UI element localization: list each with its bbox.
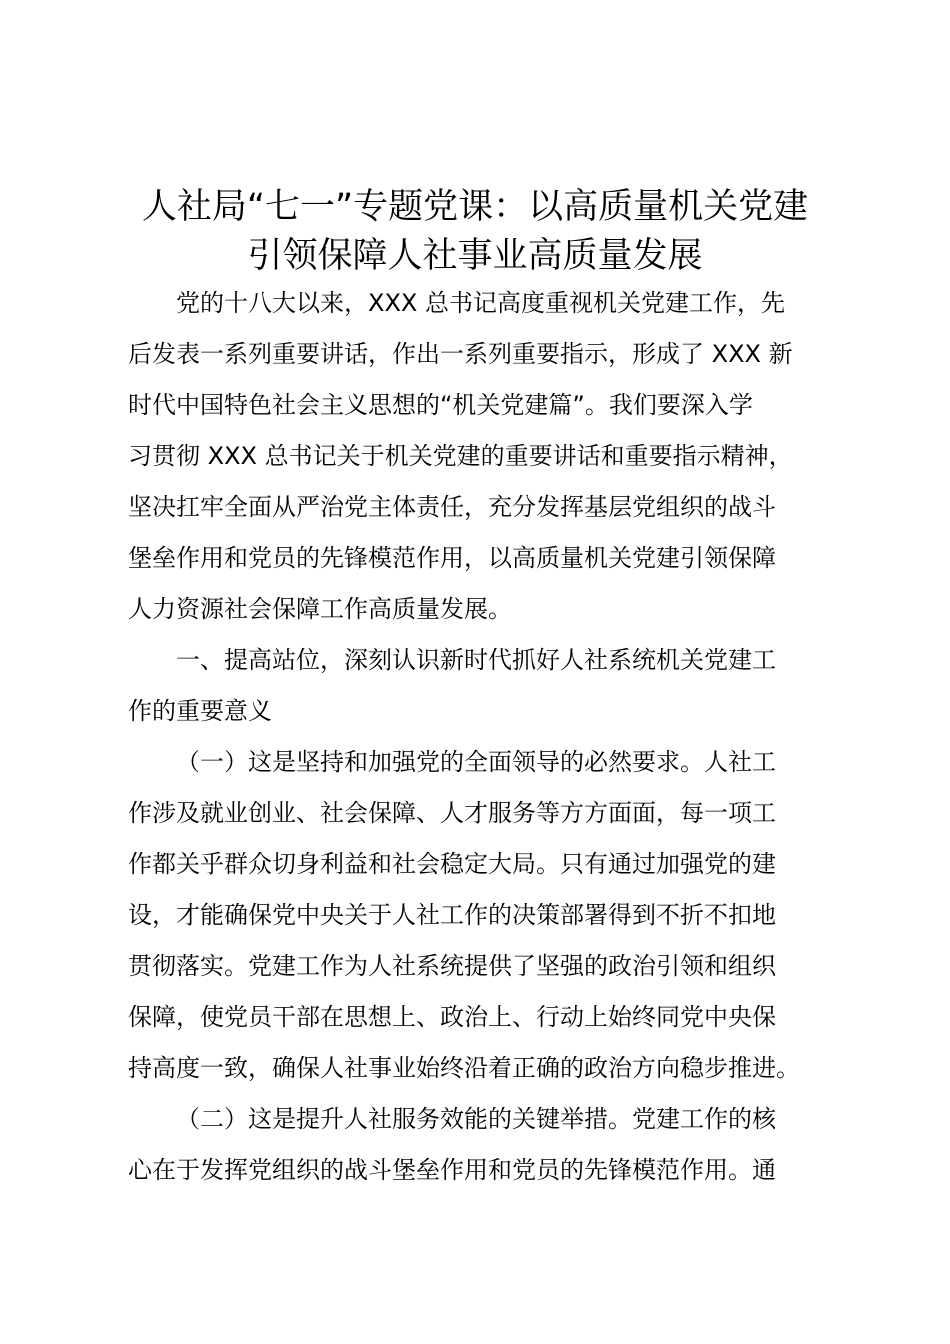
document-title-line-1: 人社局“七一”专题党课：以高质量机关党建 bbox=[141, 187, 809, 227]
body-text-line: 保障，使党员干部在思想上、政治上、行动上始终同党中央保 bbox=[128, 1003, 776, 1031]
body-text-line: 持高度一致，确保人社事业始终沿着正确的政治方向稳步推进。 bbox=[128, 1054, 800, 1082]
body-text-line: 作都关乎群众切身利益和社会稳定大局。只有通过加强党的建 bbox=[128, 850, 776, 878]
body-text-line: （一）这是坚持和加强党的全面领导的必然要求。人社工 bbox=[176, 748, 776, 776]
body-text-line: 习贯彻 XXX 总书记关于机关党建的重要讲话和重要指示精神， bbox=[128, 442, 793, 470]
body-text-line: 心在于发挥党组织的战斗堡垒作用和党员的先锋模范作用。通 bbox=[128, 1156, 776, 1184]
body-text-line: 一、提高站位，深刻认识新时代抓好人社系统机关党建工 bbox=[176, 646, 776, 674]
body-text-line: 贯彻落实。党建工作为人社系统提供了坚强的政治引领和组织 bbox=[128, 952, 776, 980]
body-text-line: 党的十八大以来，XXX 总书记高度重视机关党建工作，先 bbox=[176, 289, 785, 317]
body-text-line: 堡垒作用和党员的先锋模范作用，以高质量机关党建引领保障 bbox=[128, 544, 776, 572]
body-text-line: 作涉及就业创业、社会保障、人才服务等方方面面，每一项工 bbox=[128, 799, 776, 827]
body-text-line: 时代中国特色社会主义思想的“机关党建篇”。我们要深入学 bbox=[128, 391, 753, 419]
body-text-line: （二）这是提升人社服务效能的关键举措。党建工作的核 bbox=[176, 1105, 776, 1133]
body-text-line: 坚决扛牢全面从严治党主体责任，充分发挥基层党组织的战斗 bbox=[128, 493, 776, 521]
document-body bbox=[128, 278, 832, 1196]
body-text-line: 人力资源社会保障工作高质量发展。 bbox=[128, 595, 512, 623]
body-text-line: 后发表一系列重要讲话，作出一系列重要指示，形成了 XXX 新 bbox=[128, 340, 793, 368]
body-text-line: 作的重要意义 bbox=[128, 697, 272, 725]
document-title-line-2: 引领保障人社事业高质量发展 bbox=[247, 236, 703, 276]
body-text-line: 设，才能确保党中央关于人社工作的决策部署得到不折不扣地 bbox=[128, 901, 776, 929]
